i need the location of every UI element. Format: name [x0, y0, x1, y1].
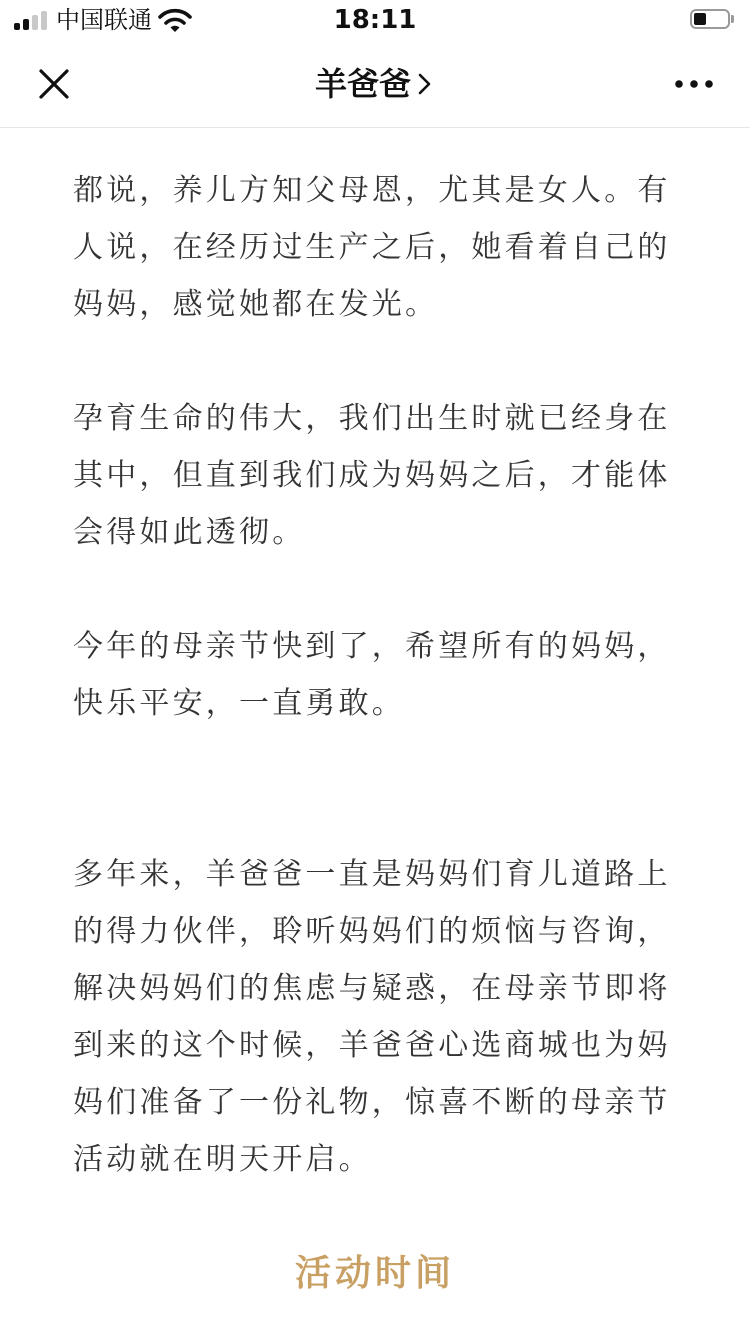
- status-bar: [0, 0, 750, 40]
- nav-title-wrapper: [0, 62, 750, 106]
- nav-bar: [0, 40, 750, 128]
- article-body: [73, 162, 677, 1300]
- article-paragraph-2: 孕育生命的伟大，我们出生时就已经身在其中，但直到我们成为妈妈之后，才能体会得如此透彻。: [73, 401, 671, 550]
- more-button[interactable]: [668, 64, 720, 104]
- status-time: 18:11: [333, 5, 417, 35]
- article-paragraph-3: 今年的母亲节快到了，希望所有的妈妈，快乐平安，一直勇敢。: [73, 629, 671, 721]
- carrier-name: 中国联通: [56, 6, 152, 34]
- chevron-right-icon: [415, 71, 435, 97]
- close-button[interactable]: [30, 60, 78, 108]
- page-title: 羊爸爸: [314, 65, 411, 103]
- close-icon: [30, 60, 78, 108]
- battery-icon: [690, 9, 734, 31]
- section-heading: 活动时间: [294, 1253, 455, 1294]
- more-icon: [668, 64, 720, 104]
- account-title-link[interactable]: [315, 65, 435, 103]
- article-paragraph-4: 多年来，羊爸爸一直是妈妈们育儿道路上的得力伙伴，聆听妈妈们的烦恼与咨询，解决妈妈们的焦虑与疑惑，在母亲节即将到来的这个时候，羊爸爸心选商城也为妈妈们准备了一份礼物，惊喜不断的母亲节活动就在明天开启。: [73, 857, 671, 1177]
- article-paragraph-1: 都说，养儿方知父母恩，尤其是女人。有人说，在经历过生产之后，她看着自己的妈妈，感觉她都在发光。: [73, 173, 671, 322]
